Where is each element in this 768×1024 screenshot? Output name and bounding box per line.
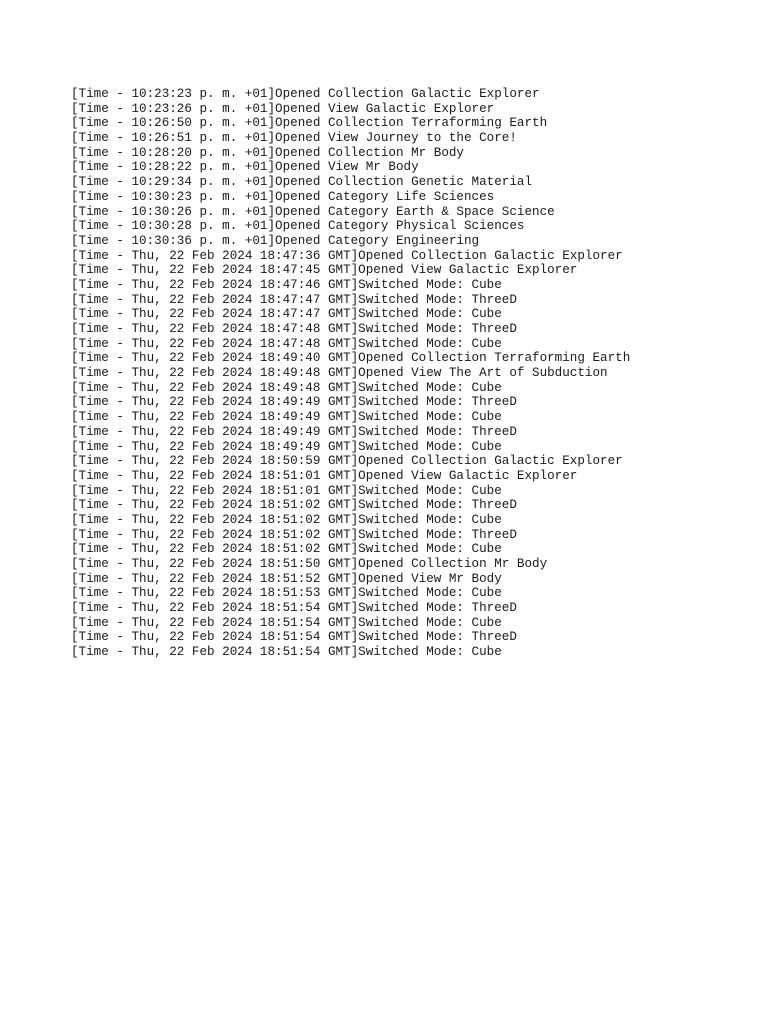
log-line: [Time - Thu, 22 Feb 2024 18:49:49 GMT]Switched Mode: Cube — [71, 410, 502, 425]
log-line: [Time - Thu, 22 Feb 2024 18:51:02 GMT]Switched Mode: Cube — [71, 512, 502, 527]
log-line: [Time - Thu, 22 Feb 2024 18:50:59 GMT]Opened Collection Galactic Explorer — [71, 454, 623, 469]
log-line: [Time - Thu, 22 Feb 2024 18:51:02 GMT]Switched Mode: Cube — [71, 542, 502, 557]
log-line: [Time - 10:23:23 p. m. +01]Opened Collection Galactic Explorer — [71, 87, 540, 101]
log-line: [Time - Thu, 22 Feb 2024 18:49:49 GMT]Switched Mode: ThreeD — [71, 424, 517, 439]
log-line: [Time - 10:26:51 p. m. +01]Opened View Journey to the Core! — [71, 131, 517, 146]
log-line: [Time - Thu, 22 Feb 2024 18:51:52 GMT]Opened View Mr Body — [71, 571, 502, 586]
log-line: [Time - 10:29:34 p. m. +01]Opened Collection Genetic Material — [71, 175, 533, 190]
log-line: [Time - Thu, 22 Feb 2024 18:51:54 GMT]Switched Mode: Cube — [71, 645, 502, 660]
log-line: [Time - Thu, 22 Feb 2024 18:51:54 GMT]Switched Mode: ThreeD — [71, 630, 517, 645]
log-line: [Time - Thu, 22 Feb 2024 18:51:54 GMT]Switched Mode: ThreeD — [71, 601, 517, 616]
log-line: [Time - Thu, 22 Feb 2024 18:47:45 GMT]Opened View Galactic Explorer — [71, 263, 578, 278]
log-line: [Time - Thu, 22 Feb 2024 18:49:49 GMT]Switched Mode: Cube — [71, 439, 502, 454]
log-line: [Time - 10:28:22 p. m. +01]Opened View Mr Body — [71, 160, 419, 175]
log-line: [Time - Thu, 22 Feb 2024 18:51:54 GMT]Switched Mode: Cube — [71, 615, 502, 630]
log-line: [Time - 10:28:20 p. m. +01]Opened Collection Mr Body — [71, 145, 464, 160]
log-line: [Time - Thu, 22 Feb 2024 18:51:02 GMT]Switched Mode: ThreeD — [71, 498, 517, 513]
log-line: [Time - Thu, 22 Feb 2024 18:47:48 GMT]Switched Mode: ThreeD — [71, 322, 517, 336]
activity-log — [71, 87, 630, 660]
log-line: [Time - Thu, 22 Feb 2024 18:49:49 GMT]Switched Mode: ThreeD — [71, 395, 517, 410]
log-line: [Time - Thu, 22 Feb 2024 18:51:01 GMT]Switched Mode: Cube — [71, 483, 502, 498]
log-line: [Time - Thu, 22 Feb 2024 18:47:48 GMT]Switched Mode: Cube — [71, 336, 502, 351]
log-line: [Time - Thu, 22 Feb 2024 18:47:46 GMT]Switched Mode: Cube — [71, 277, 502, 292]
log-line: [Time - Thu, 22 Feb 2024 18:49:48 GMT]Opened View The Art of Subduction — [71, 366, 608, 381]
log-line: [Time - Thu, 22 Feb 2024 18:49:48 GMT]Switched Mode: Cube — [71, 380, 502, 395]
log-line: [Time - Thu, 22 Feb 2024 18:47:36 GMT]Opened Collection Galactic Explorer — [71, 248, 623, 263]
log-line: [Time - 10:23:26 p. m. +01]Opened View Galactic Explorer — [71, 101, 495, 116]
log-line: [Time - Thu, 22 Feb 2024 18:47:47 GMT]Switched Mode: Cube — [71, 307, 502, 322]
log-line: [Time - 10:30:28 p. m. +01]Opened Category Physical Sciences — [71, 219, 525, 234]
log-line: [Time - Thu, 22 Feb 2024 18:51:02 GMT]Switched Mode: ThreeD — [71, 527, 517, 542]
log-line: [Time - 10:30:36 p. m. +01]Opened Category Engineering — [71, 233, 480, 248]
log-line: [Time - Thu, 22 Feb 2024 18:51:50 GMT]Opened Collection Mr Body — [71, 557, 548, 571]
log-line: [Time - 10:26:50 p. m. +01]Opened Collection Terraforming Earth — [71, 116, 548, 131]
log-line: [Time - 10:30:26 p. m. +01]Opened Category Earth & Space Science — [71, 204, 555, 219]
log-line: [Time - Thu, 22 Feb 2024 18:47:47 GMT]Switched Mode: ThreeD — [71, 292, 517, 307]
log-line: [Time - Thu, 22 Feb 2024 18:51:53 GMT]Switched Mode: Cube — [71, 586, 502, 601]
log-line: [Time - Thu, 22 Feb 2024 18:51:01 GMT]Opened View Galactic Explorer — [71, 468, 578, 483]
log-line: [Time - Thu, 22 Feb 2024 18:49:40 GMT]Opened Collection Terraforming Earth — [71, 351, 631, 366]
log-line: [Time - 10:30:23 p. m. +01]Opened Category Life Sciences — [71, 189, 495, 204]
